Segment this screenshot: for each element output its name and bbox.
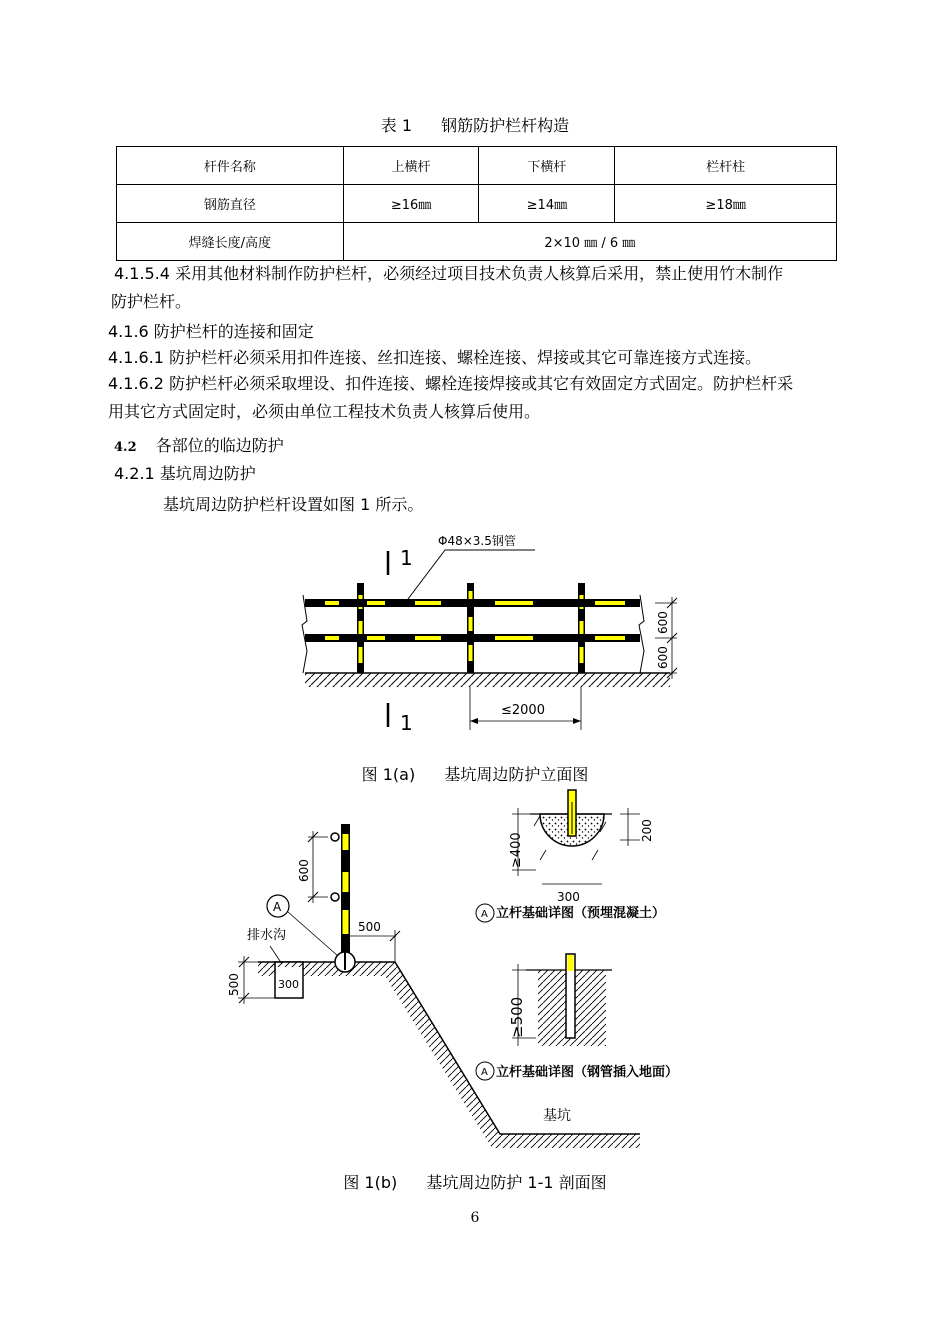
figure-1b-section — [200, 786, 720, 1166]
table-cell: ≥16㎜ — [343, 185, 479, 223]
detail-pipe-inserted — [526, 954, 612, 1046]
figure-1a-caption-title: 基坑周边防护立面图 — [444, 765, 589, 784]
detail2-title: 立杆基础详图（钢管插入地面） — [496, 1065, 679, 1080]
page-number: 6 — [470, 1210, 480, 1226]
dim-rail-spacing: 600 — [297, 859, 311, 882]
detail2-callout-a-label: A — [481, 1067, 488, 1078]
table-caption-number: 表 1 — [380, 116, 413, 135]
dim-600-lower: 600 — [656, 646, 670, 669]
figure-1a-caption — [0, 762, 950, 785]
table-cell: ≥18㎜ — [615, 185, 837, 223]
detail-concrete-footing — [530, 790, 612, 860]
railing-post — [357, 583, 364, 673]
railing-post — [341, 824, 350, 958]
table-cell: 钢筋直径 — [117, 185, 344, 223]
table-cell: ≥14㎜ — [479, 185, 615, 223]
table-header-cell: 栏杆柱 — [615, 147, 837, 185]
detail-callout-a-label: A — [273, 900, 282, 914]
figure-1b-caption-number: 图 1(b) — [343, 1173, 398, 1192]
upper-rail — [305, 599, 640, 607]
heading-42 — [114, 434, 284, 460]
dim-ditch-depth: 500 — [227, 973, 241, 996]
rail-section-bottom — [331, 893, 339, 901]
table-cell: 焊缝长度/高度 — [117, 223, 344, 261]
detail1-title: 立杆基础详图（预埋混凝土） — [496, 906, 666, 921]
heading-416: 4.1.6 防护栏杆的连接和固定 — [108, 322, 314, 341]
section-mark-top: 1 — [400, 546, 413, 570]
paragraph-4162-cont: 用其它方式固定时，必须由单位工程技术负责人核算后使用。 — [108, 402, 541, 421]
lower-rail — [305, 634, 640, 642]
dim-setback: 500 — [358, 920, 381, 934]
dim-embed-depth: ≥400 — [509, 832, 524, 868]
heading-421: 4.2.1 基坑周边防护 — [114, 464, 256, 483]
figure-1b-caption-title: 基坑周边防护 1-1 剖面图 — [426, 1173, 607, 1192]
table-caption — [0, 113, 950, 136]
table-header-cell: 杆件名称 — [117, 147, 344, 185]
rebar-guardrail-table — [116, 146, 837, 261]
paragraph-4154: 4.1.5.4 采用其他材料制作防护栏杆，必须经过项目技术负责人核算后采用，禁止使用竹木制作 — [114, 264, 784, 283]
table-cell: 2×10 ㎜ / 6 ㎜ — [343, 223, 836, 261]
paragraph-figure-ref: 基坑周边防护栏杆设置如图 1 所示。 — [163, 495, 424, 514]
paragraph-4154-cont: 防护栏杆。 — [111, 292, 192, 311]
section-mark-bottom: 1 — [400, 711, 413, 735]
ground-hatch — [305, 673, 670, 687]
table-row — [117, 223, 837, 261]
dim-ditch-width: 300 — [278, 978, 299, 991]
heading-42-number: 4.2 — [114, 440, 137, 455]
figure-1a-caption-number: 图 1(a) — [361, 765, 416, 784]
table-header-row — [117, 147, 837, 185]
dim-600-upper: 600 — [656, 611, 670, 634]
drain-label: 排水沟 — [247, 928, 287, 943]
dim-insert-depth: ≥500 — [508, 996, 526, 1038]
heading-42-text: 各部位的临边防护 — [155, 436, 284, 455]
paragraph-4161: 4.1.6.1 防护栏杆必须采用扣件连接、丝扣连接、螺栓连接、焊接或其它可靠连接方式连接。 — [108, 348, 762, 367]
table-header-cell: 上横杆 — [343, 147, 479, 185]
figure-1b-caption — [0, 1170, 950, 1193]
dim-footing-height: 200 — [640, 819, 654, 842]
table-row — [117, 185, 837, 223]
pit-label: 基坑 — [543, 1108, 571, 1124]
rail-section-top — [331, 833, 339, 841]
table-caption-title: 钢筋防护栏杆构造 — [441, 116, 570, 135]
figure-1a-elevation — [295, 525, 705, 760]
railing-post — [467, 583, 474, 673]
pipe-spec-label: Φ48×3.5钢管 — [438, 534, 516, 548]
dim-post-spacing: ≤2000 — [501, 703, 545, 718]
detail1-callout-a-label: A — [481, 909, 488, 920]
dim-footing-width: 300 — [557, 890, 580, 904]
railing-post — [578, 583, 585, 673]
table-header-cell: 下横杆 — [479, 147, 615, 185]
paragraph-4162: 4.1.6.2 防护栏杆必须采取埋设、扣件连接、螺栓连接焊接或其它有效固定方式固定。防护栏杆采 — [108, 374, 794, 393]
